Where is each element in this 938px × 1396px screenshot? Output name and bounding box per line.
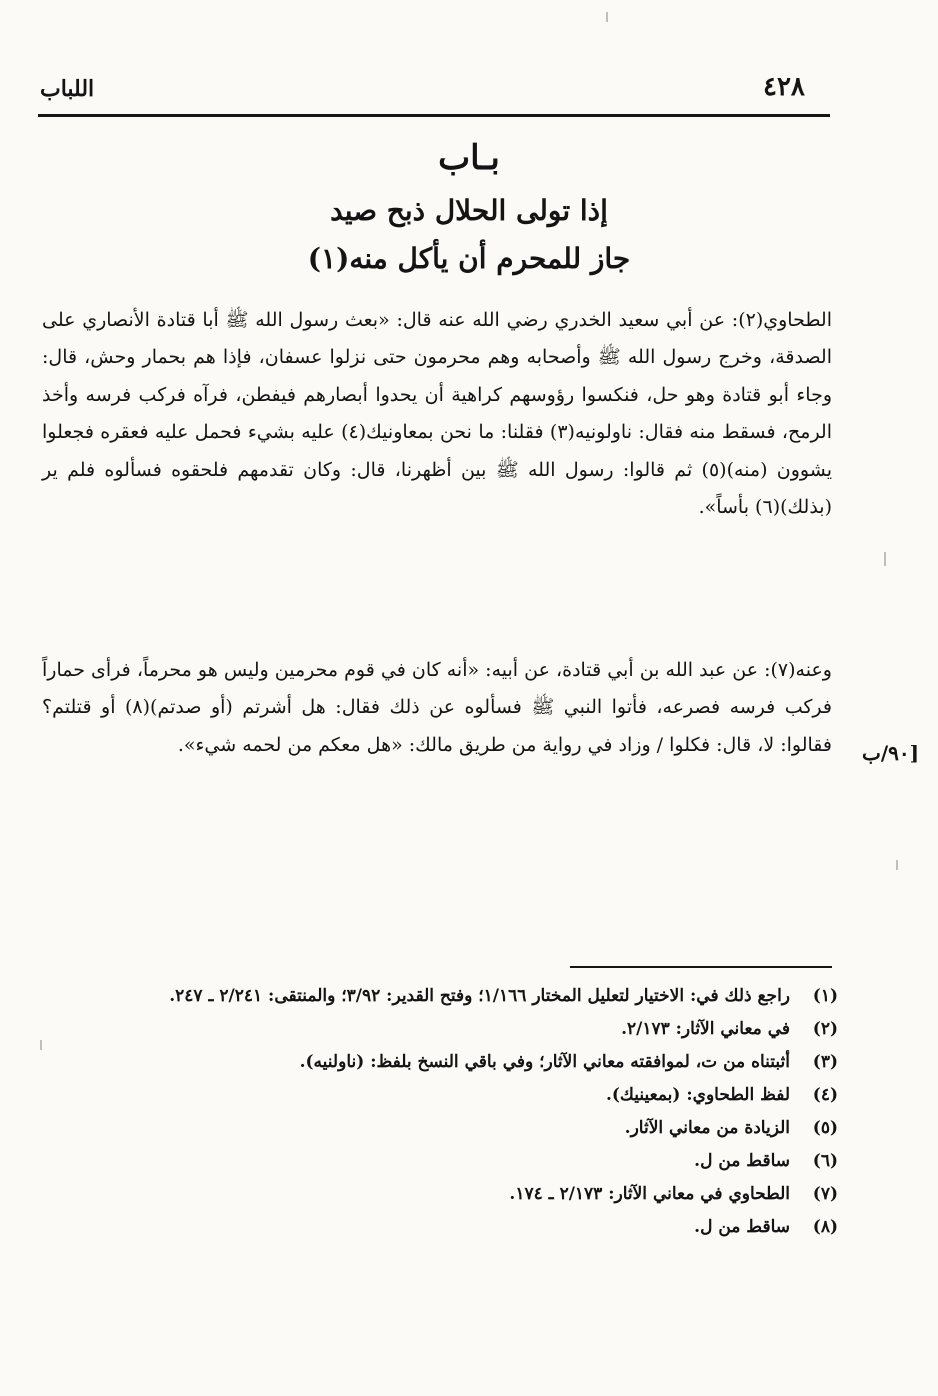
scan-speck	[896, 860, 898, 870]
footnote-text: لفظ الطحاوي: (بمعينيك).	[605, 1085, 790, 1105]
footnote-item	[44, 1178, 838, 1211]
footnote-number: (٣)	[812, 1052, 838, 1072]
scan-speck	[40, 1040, 42, 1050]
chapter-title-line-1: إذا تولى الحلال ذبح صيد	[330, 194, 608, 227]
footnote-item	[44, 1211, 838, 1244]
footnote-number: (٧)	[812, 1184, 838, 1204]
running-title: اللباب	[40, 76, 95, 102]
footnote-text: أثبتناه من ت، لموافقته معاني الآثار؛ وفي باقي النسخ بلفظ: (ناولنيه).	[299, 1052, 790, 1072]
footnote-number: (٢)	[812, 1019, 838, 1039]
footnote-number: (٨)	[812, 1217, 838, 1237]
footnote-number: (٦)	[812, 1151, 838, 1171]
footnote-text: الطحاوي في معاني الآثار: ٢/١٧٣ ـ ١٧٤.	[509, 1184, 790, 1204]
footnote-text: الزيادة من معاني الآثار.	[624, 1118, 790, 1138]
header-divider	[38, 114, 830, 117]
body-paragraph-2: وعنه(٧): عن عبد الله بن أبي قتادة، عن أبيه: «أنه كان في قوم محرمين وليس هو محرماً، فرأى حماراً فركب فرسه فصرعه، فأتوا النبي ﷺ فسألوه عن ذلك فقال: هل أشرتم (أو صدتم)(٨) أو قتلتم؟ فقالوا: لا، قال: فكلوا / وزاد في رواية من طريق مالك: «هل معكم من لحمه شيء».	[42, 659, 832, 756]
page-number: ٤٢٨	[763, 72, 805, 102]
footnote-text: ساقط من ل.	[694, 1151, 790, 1171]
footnote-item	[44, 1046, 838, 1079]
footnote-item	[44, 980, 838, 1013]
footnote-number: (١)	[812, 986, 838, 1006]
footnote-text: راجع ذلك في: الاختيار لتعليل المختار ١/١٦٦؛ وفتح القدير: ٣/٩٢؛ والمنتقى: ٢/٢٤١ ـ ٢٤٧.	[169, 986, 790, 1006]
footnote-number: (٤)	[812, 1085, 838, 1105]
footnote-item	[44, 1145, 838, 1178]
footnote-text: ساقط من ل.	[694, 1217, 790, 1237]
footnote-text: في معاني الآثار: ٢/١٧٣.	[621, 1019, 790, 1039]
footnotes-list	[44, 980, 838, 1320]
footnote-divider	[570, 966, 832, 968]
scan-speck	[884, 552, 886, 566]
body-paragraph-1: الطحاوي(٢): عن أبي سعيد الخدري رضي الله عنه قال: «بعث رسول الله ﷺ أبا قتادة الأنصاري على الصدقة، وخرج رسول الله ﷺ وأصحابه وهم محرمون حتى نزلوا عسفان، فإذا هم بحمار وحش، قال: وجاء أبو قتادة وهو حل، فنكسوا رؤوسهم كراهية أن يحدوا أبصارهم فيفطن، فرآه فركب فرسه وأخذ الرمح، فسقط منه فقال: ناولونيه(٣) فقلنا: ما نحن بمعاونيك(٤) عليه بشيء فحمل عليه فعقره فجعلوا يشوون (منه)(٥) ثم قالوا: رسول الله ﷺ بين أظهرنا، قال: وكان تقدمهم فلحقوه فسألوه فلم ير (بذلك)(٦) بأساً».	[42, 309, 832, 519]
scan-speck	[606, 12, 608, 22]
margin-folio-reference: ٩٠/ب]	[862, 741, 920, 765]
chapter-label: بـاب	[438, 138, 500, 178]
footnote-number: (٥)	[812, 1118, 838, 1138]
footnote-item	[44, 1013, 838, 1046]
chapter-title-line-2: جاز للمحرم أن يأكل منه(١)	[307, 242, 631, 275]
footnote-item	[44, 1079, 838, 1112]
footnote-item	[44, 1112, 838, 1145]
